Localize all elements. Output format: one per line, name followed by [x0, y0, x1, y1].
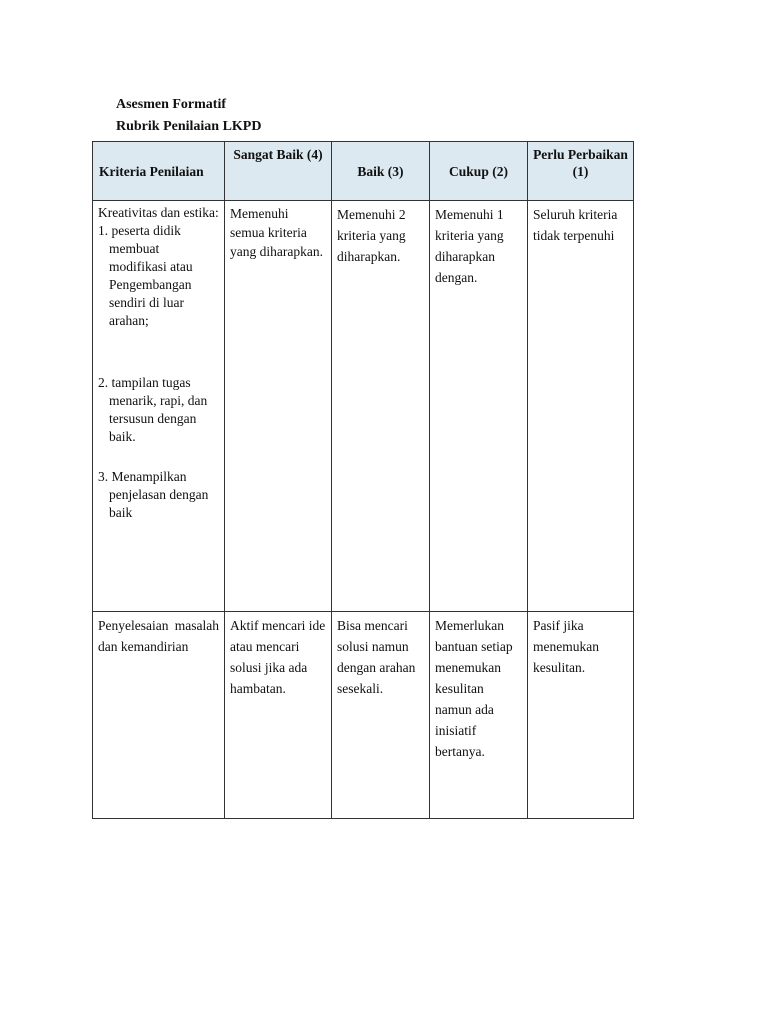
criteria-cell — [93, 201, 225, 612]
score-description: Memenuhi 1 kriteria yang diharapkan dengan. — [435, 207, 504, 285]
criteria-item: 3. Menampilkan penjelasan dengan baik — [98, 469, 209, 520]
score-cell-very-good — [225, 612, 332, 819]
criteria-heading: Penyelesaian masalah dan kemandirian — [98, 618, 219, 654]
criteria-list — [98, 222, 219, 522]
score-description: Aktif mencari ide atau mencari solusi jika ada hambatan. — [230, 618, 326, 696]
score-cell-needs-improvement — [528, 612, 634, 819]
table-row — [93, 612, 634, 819]
score-cell-needs-improvement — [528, 201, 634, 612]
criteria-item: 2. tampilan tugas menarik, rapi, dan tersusun dengan baik. — [98, 375, 208, 444]
rubric-table-header — [93, 142, 634, 201]
score-cell-very-good — [225, 201, 332, 612]
rubric-table — [92, 141, 634, 819]
criteria-item: 1. peserta didik membuat modifikasi atau Pengembangan sendiri di luar arahan; — [98, 223, 193, 328]
score-description: Memenuhi 2 kriteria yang diharapkan. — [337, 207, 406, 264]
score-description: Memenuhi semua kriteria yang diharapkan. — [230, 206, 323, 259]
document-subtitle: Rubrik Penilaian LKPD — [116, 119, 262, 134]
column-header-needs-improvement: Perlu Perbaikan (1) — [528, 142, 634, 201]
score-cell-sufficient — [430, 201, 528, 612]
table-row — [93, 201, 634, 612]
column-header-criteria: Kriteria Penilaian — [93, 142, 225, 201]
score-description: Seluruh kriteria tidak terpenuhi — [533, 207, 618, 243]
score-description: Pasif jika menemukan kesulitan. — [533, 618, 599, 675]
score-cell-sufficient — [430, 612, 528, 819]
column-header-sufficient: Cukup (2) — [430, 142, 528, 201]
criteria-cell — [93, 612, 225, 819]
header-row — [93, 142, 634, 201]
score-description: Bisa mencari solusi namun dengan arahan sesekali. — [337, 618, 416, 696]
column-header-good: Baik (3) — [332, 142, 430, 201]
column-header-very-good: Sangat Baik (4) — [225, 142, 332, 201]
score-description: Memerlukan bantuan setiap menemukan kesulitan namun ada inisiatif bertanya. — [435, 618, 513, 759]
criteria-heading: Kreativitas dan estika: — [98, 205, 219, 220]
score-cell-good — [332, 201, 430, 612]
score-cell-good — [332, 612, 430, 819]
document-title: Asesmen Formatif — [116, 97, 227, 112]
